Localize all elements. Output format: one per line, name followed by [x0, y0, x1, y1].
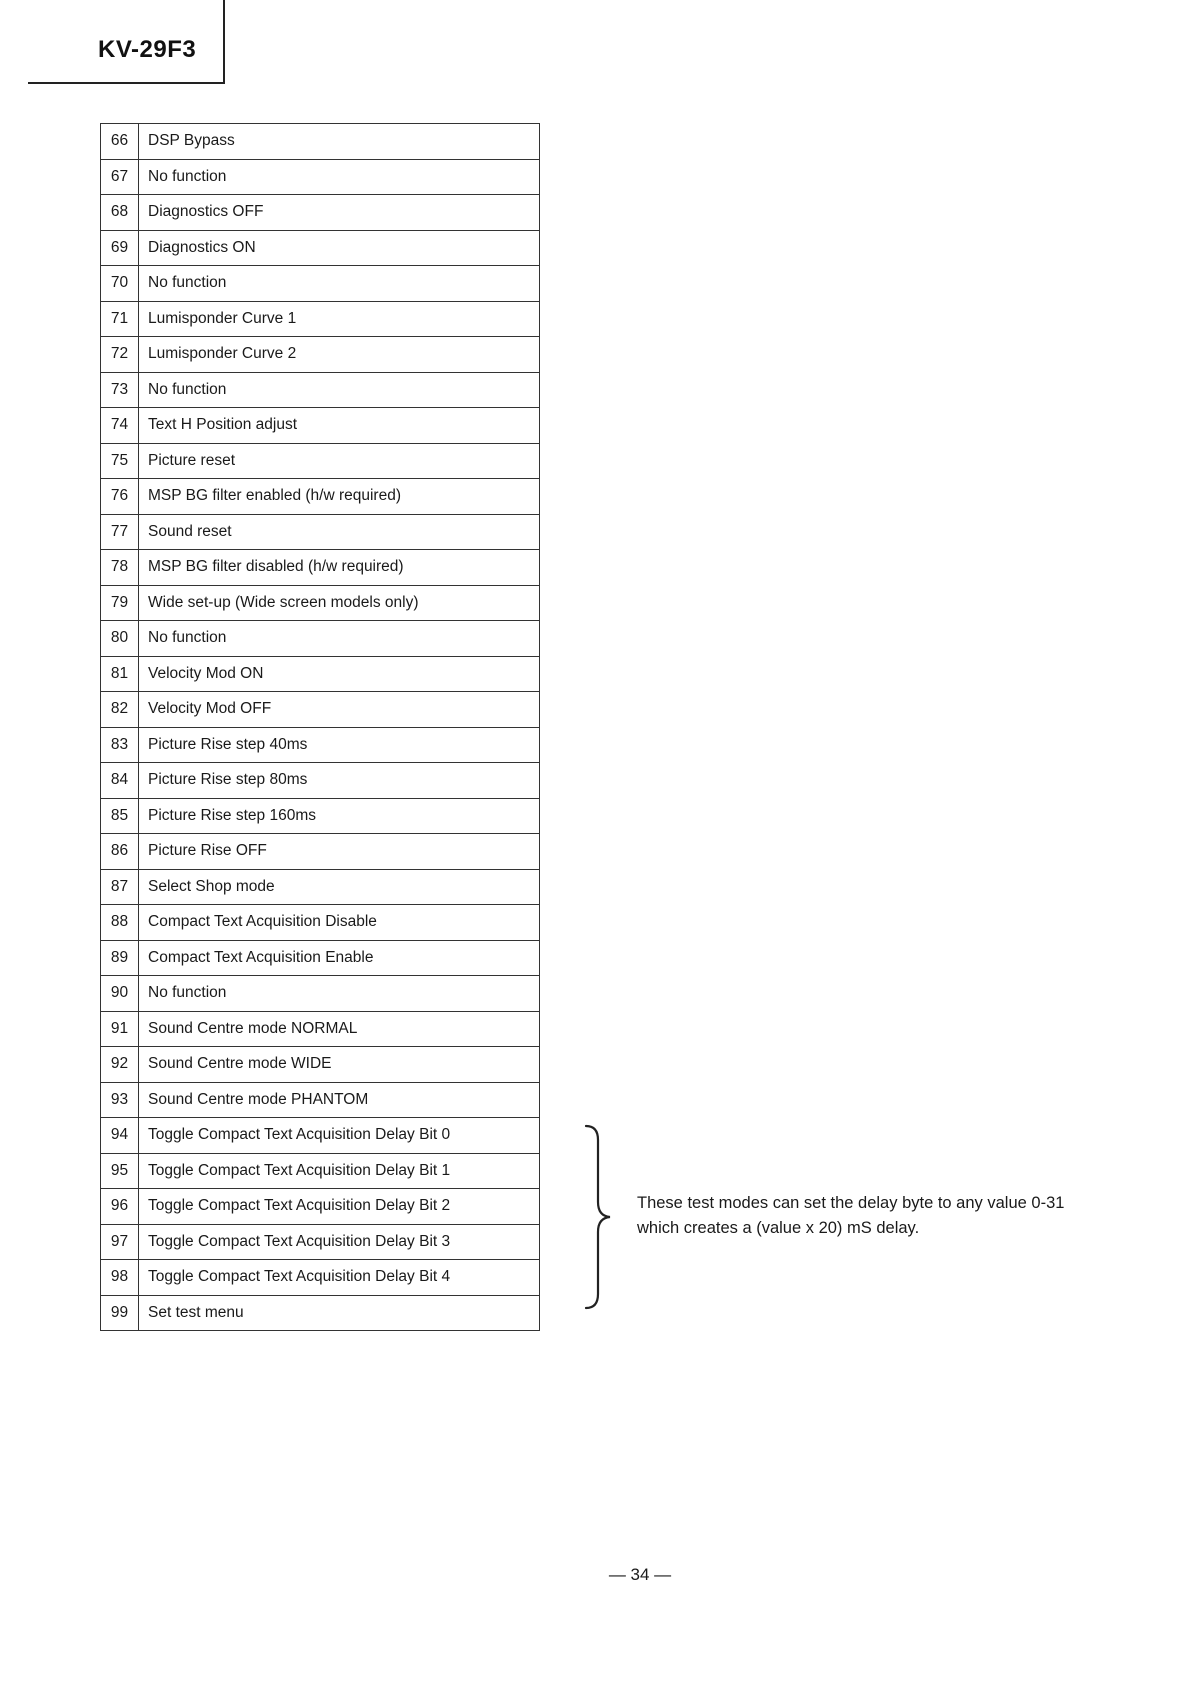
- test-mode-description: Set test menu: [139, 1295, 540, 1331]
- test-mode-number: 79: [101, 585, 139, 621]
- table-row: [101, 1047, 540, 1083]
- test-mode-number: 73: [101, 372, 139, 408]
- test-mode-description: Picture Rise OFF: [139, 834, 540, 870]
- header-divider-vertical: [223, 0, 225, 84]
- test-mode-description: Picture Rise step 40ms: [139, 727, 540, 763]
- test-mode-number: 86: [101, 834, 139, 870]
- test-mode-description: Diagnostics ON: [139, 230, 540, 266]
- test-mode-number: 89: [101, 940, 139, 976]
- table-row: [101, 301, 540, 337]
- test-mode-number: 67: [101, 159, 139, 195]
- test-mode-description: MSP BG filter disabled (h/w required): [139, 550, 540, 586]
- test-mode-description: Sound Centre mode PHANTOM: [139, 1082, 540, 1118]
- test-mode-number: 97: [101, 1224, 139, 1260]
- test-mode-number: 95: [101, 1153, 139, 1189]
- test-mode-description: Compact Text Acquisition Enable: [139, 940, 540, 976]
- test-mode-number: 94: [101, 1118, 139, 1154]
- test-mode-number: 99: [101, 1295, 139, 1331]
- test-mode-number: 87: [101, 869, 139, 905]
- delay-note-line-1: These test modes can set the delay byte to any value 0-31: [637, 1194, 1065, 1212]
- test-mode-description: Velocity Mod ON: [139, 656, 540, 692]
- test-mode-description: Picture Rise step 160ms: [139, 798, 540, 834]
- test-mode-description: Lumisponder Curve 1: [139, 301, 540, 337]
- test-mode-number: 85: [101, 798, 139, 834]
- test-mode-description: Wide set-up (Wide screen models only): [139, 585, 540, 621]
- test-mode-description: Compact Text Acquisition Disable: [139, 905, 540, 941]
- table-row: [101, 869, 540, 905]
- test-mode-description: Select Shop mode: [139, 869, 540, 905]
- test-mode-description: DSP Bypass: [139, 124, 540, 160]
- test-mode-number: 80: [101, 621, 139, 657]
- test-mode-number: 74: [101, 408, 139, 444]
- table-row: [101, 124, 540, 160]
- table-row: [101, 230, 540, 266]
- test-mode-description: Toggle Compact Text Acquisition Delay Bit 1: [139, 1153, 540, 1189]
- test-mode-description: Diagnostics OFF: [139, 195, 540, 231]
- test-mode-number: 76: [101, 479, 139, 515]
- table-row: [101, 1260, 540, 1296]
- test-mode-number: 66: [101, 124, 139, 160]
- table-row: [101, 621, 540, 657]
- table-row: [101, 195, 540, 231]
- table-row: [101, 1153, 540, 1189]
- test-mode-number: 96: [101, 1189, 139, 1225]
- test-mode-number: 69: [101, 230, 139, 266]
- test-mode-number: 84: [101, 763, 139, 799]
- test-mode-description: Text H Position adjust: [139, 408, 540, 444]
- test-mode-number: 83: [101, 727, 139, 763]
- table-row: [101, 1011, 540, 1047]
- header-divider-horizontal: [28, 82, 225, 84]
- table-row: [101, 763, 540, 799]
- test-mode-description: MSP BG filter enabled (h/w required): [139, 479, 540, 515]
- table-row: [101, 834, 540, 870]
- test-mode-number: 75: [101, 443, 139, 479]
- table-row: [101, 692, 540, 728]
- test-mode-number: 72: [101, 337, 139, 373]
- table-row: [101, 266, 540, 302]
- test-mode-description: Sound Centre mode WIDE: [139, 1047, 540, 1083]
- test-mode-description: Sound Centre mode NORMAL: [139, 1011, 540, 1047]
- test-mode-description: Sound reset: [139, 514, 540, 550]
- test-mode-description: No function: [139, 159, 540, 195]
- table-row: [101, 443, 540, 479]
- table-row: [101, 727, 540, 763]
- page-number: — 34 —: [608, 1565, 672, 1584]
- table-row: [101, 656, 540, 692]
- right-brace-icon: [580, 1124, 620, 1310]
- table-row: [101, 1295, 540, 1331]
- test-mode-number: 71: [101, 301, 139, 337]
- test-mode-description: No function: [139, 266, 540, 302]
- table-row: [101, 1118, 540, 1154]
- table-row: [101, 905, 540, 941]
- test-mode-description: Toggle Compact Text Acquisition Delay Bit 3: [139, 1224, 540, 1260]
- table-row: [101, 1082, 540, 1118]
- table-row: [101, 479, 540, 515]
- test-mode-number: 70: [101, 266, 139, 302]
- table-row: [101, 1224, 540, 1260]
- test-mode-number: 82: [101, 692, 139, 728]
- test-mode-description: Toggle Compact Text Acquisition Delay Bit 4: [139, 1260, 540, 1296]
- test-mode-description: Lumisponder Curve 2: [139, 337, 540, 373]
- test-mode-number: 90: [101, 976, 139, 1012]
- delay-note-line-2: which creates a (value x 20) mS delay.: [637, 1219, 920, 1237]
- test-mode-table: [100, 123, 540, 1331]
- test-mode-description: No function: [139, 976, 540, 1012]
- table-row: [101, 372, 540, 408]
- header-box: [28, 0, 224, 84]
- table-row: [101, 798, 540, 834]
- table-row: [101, 976, 540, 1012]
- table-row: [101, 514, 540, 550]
- delay-note: [637, 1191, 1157, 1241]
- table-row: [101, 585, 540, 621]
- test-mode-description: Velocity Mod OFF: [139, 692, 540, 728]
- model-title: KV-29F3: [98, 36, 197, 63]
- test-mode-number: 98: [101, 1260, 139, 1296]
- table-row: [101, 159, 540, 195]
- test-mode-description: Picture reset: [139, 443, 540, 479]
- table-row: [101, 550, 540, 586]
- test-mode-description: Toggle Compact Text Acquisition Delay Bit 0: [139, 1118, 540, 1154]
- test-mode-number: 78: [101, 550, 139, 586]
- test-mode-number: 93: [101, 1082, 139, 1118]
- table-row: [101, 408, 540, 444]
- test-mode-description: Picture Rise step 80ms: [139, 763, 540, 799]
- test-mode-number: 88: [101, 905, 139, 941]
- test-mode-number: 77: [101, 514, 139, 550]
- test-mode-number: 81: [101, 656, 139, 692]
- test-mode-description: Toggle Compact Text Acquisition Delay Bit 2: [139, 1189, 540, 1225]
- test-mode-number: 68: [101, 195, 139, 231]
- table-row: [101, 940, 540, 976]
- table-row: [101, 337, 540, 373]
- test-mode-number: 91: [101, 1011, 139, 1047]
- test-mode-table-body: [101, 124, 540, 1331]
- test-mode-description: No function: [139, 621, 540, 657]
- test-mode-number: 92: [101, 1047, 139, 1083]
- test-mode-description: No function: [139, 372, 540, 408]
- table-row: [101, 1189, 540, 1225]
